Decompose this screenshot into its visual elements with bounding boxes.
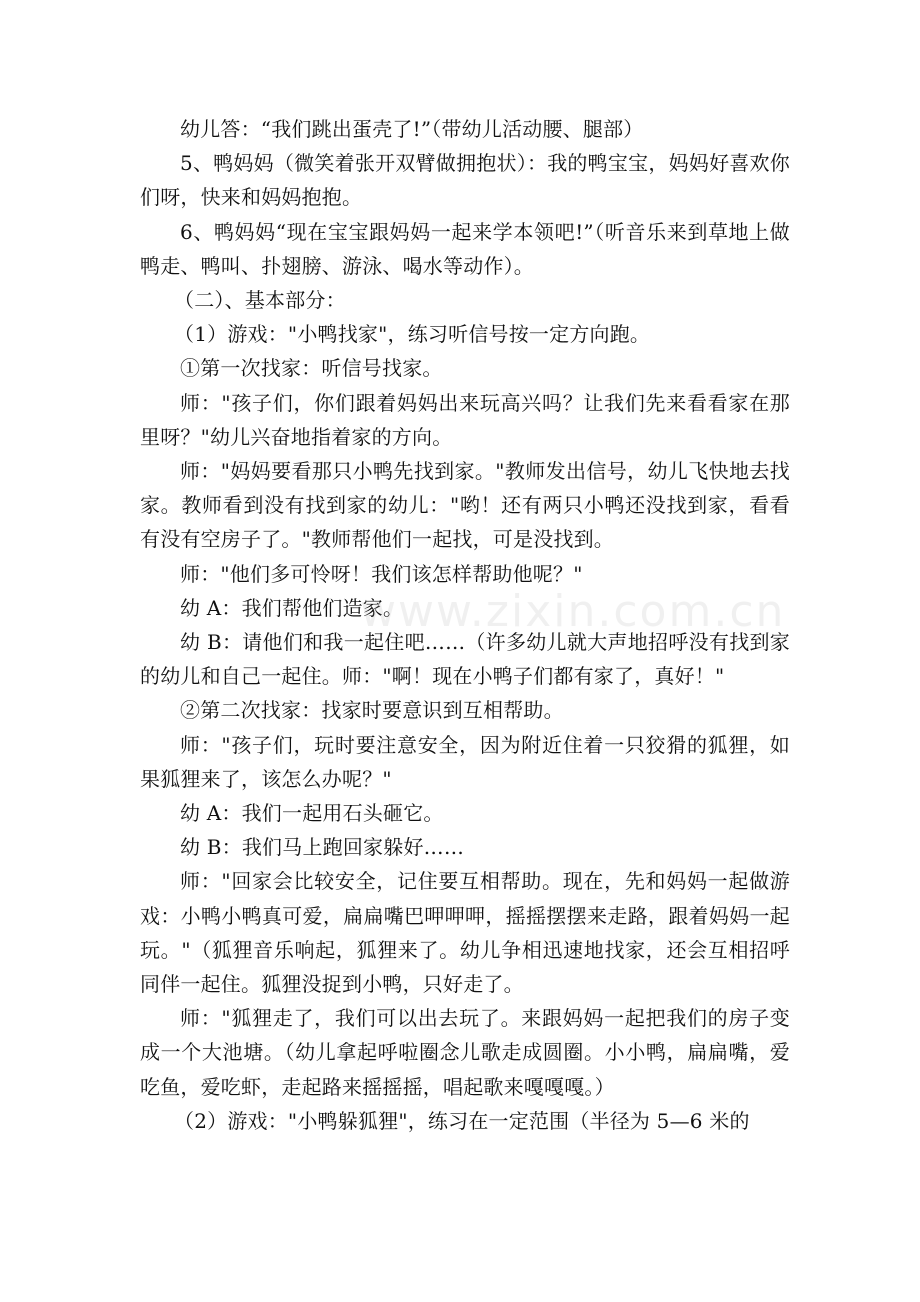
paragraph-teacher-1: 师："孩子们，你们跟着妈妈出来玩高兴吗？让我们先来看看家在那里呀？"幼儿兴奋地指着家的方向。 — [140, 390, 790, 449]
section-heading-basic-part: （二）、基本部分： — [174, 288, 346, 313]
second-search-heading: ②第二次找家：找家时要意识到互相帮助。 — [180, 698, 564, 723]
game-1-heading: （1）游戏："小鸭找家"，练习听信号按一定方向跑。 — [174, 322, 651, 347]
paragraph-child-a-1: 幼 A：我们帮他们造家。 — [180, 595, 404, 620]
first-search-heading: ①第一次找家：听信号找家。 — [180, 356, 443, 381]
paragraph-teacher-4: 师："孩子们，玩时要注意安全，因为附近住着一只狡猾的狐狸，如果狐狸来了，该怎么办呢？" — [140, 732, 790, 791]
paragraph-teacher-6: 师："狐狸走了，我们可以出去玩了。来跟妈妈一起把我们的房子变成一个大池塘。（幼儿拿起呼啦圈念儿歌走成圆圈。小小鸭，扁扁嘴，爱吃鱼，爱吃虾，走起路来摇摇摇，唱起歌来嘎嘎嘎。） — [140, 1006, 790, 1099]
paragraph-child-b-1: 幼 B：请他们和我一起住吧……（许多幼儿就大声地招呼没有找到家的幼儿和自己一起住。师："啊！现在小鸭子们都有家了，真好！" — [140, 630, 790, 689]
paragraph-step-6: 6、鸭妈妈“现在宝宝跟妈妈一起来学本领吧!”（听音乐来到草地上做鸭走、鸭叫、扑翅膀、游泳、喝水等动作）。 — [140, 219, 790, 278]
paragraph-teacher-3: 师："他们多可怜呀！我们该怎样帮助他呢？" — [180, 561, 583, 586]
paragraph-child-b-2: 幼 B：我们马上跑回家躲好…… — [180, 835, 465, 860]
paragraph-child-a-2: 幼 A：我们一起用石头砸它。 — [180, 801, 444, 826]
paragraph-step-5: 5、鸭妈妈（微笑着张开双臂做拥抱状）：我的鸭宝宝，妈妈好喜欢你们呀，快来和妈妈抱抱。 — [140, 151, 790, 210]
watermark-text: www.zixin.com.cn — [360, 586, 786, 637]
game-2-heading: （2）游戏："小鸭躲狐狸"，练习在一定范围（半径为 5—6 米的 — [174, 1108, 750, 1133]
paragraph-teacher-2: 师："妈妈要看那只小鸭先找到家。"教师发出信号，幼儿飞快地去找家。教师看到没有找到家的幼儿："哟！还有两只小鸭还没找到家，看看有没有空房子了。"教师帮他们一起找，可是没找到。 — [140, 459, 790, 552]
document-body — [140, 112, 790, 1138]
paragraph-teacher-5: 师："回家会比较安全，记住要互相帮助。现在，先和妈妈一起做游戏：小鸭小鸭真可爱，扁扁嘴巴呷呷呷，摇摇摆摆来走路，跟着妈妈一起玩。"（狐狸音乐响起，狐狸来了。幼儿争相迅速地找家，还会互相招呼同伴一起住。狐狸没捉到小鸭，只好走了。 — [140, 869, 790, 997]
paragraph-child-answer: 幼儿答：“我们跳出蛋壳了!”（带幼儿活动腰、腿部） — [180, 117, 644, 141]
